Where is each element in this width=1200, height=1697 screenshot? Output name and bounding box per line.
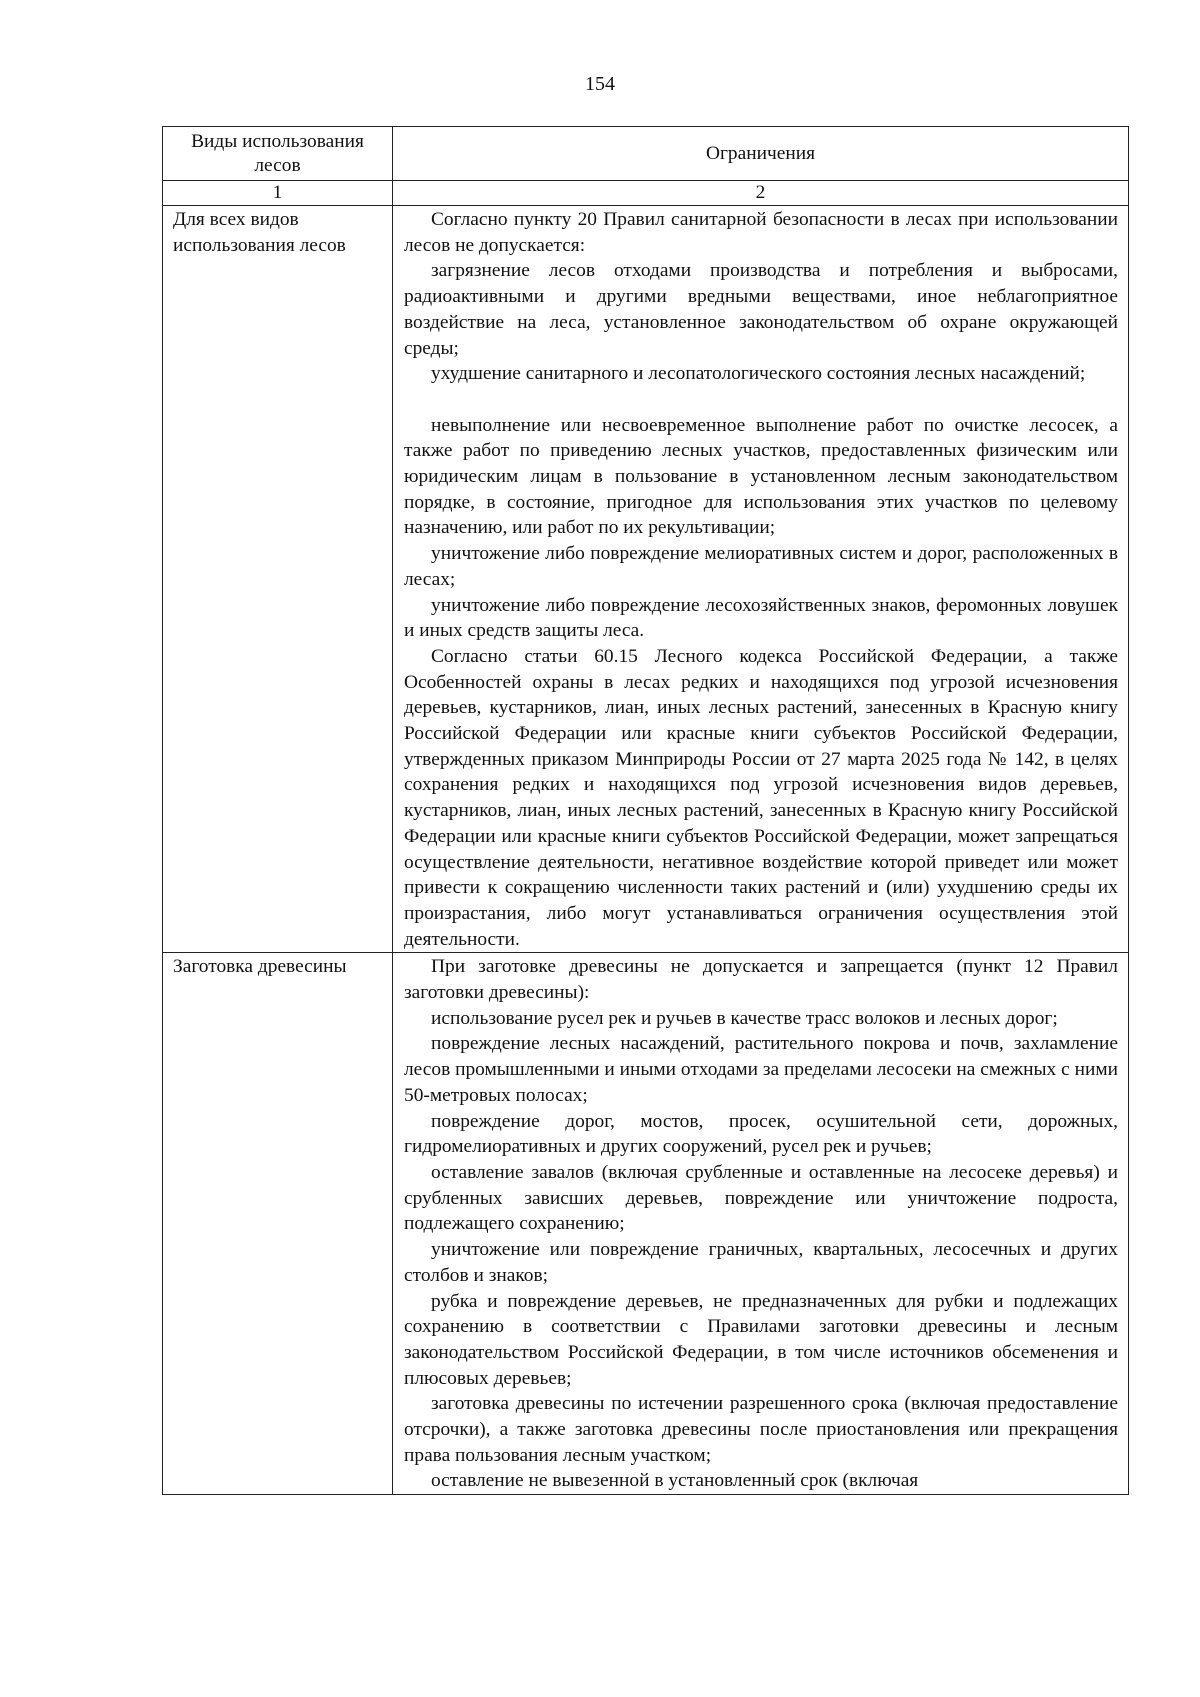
- restriction-paragraph: заготовка древесины по истечении разрешенного срока (включая предоставление отсрочки), а также заготовка древесины после приостановления или прекращения права пользования лесным участком;: [404, 1393, 1118, 1466]
- restrictions-table: [162, 126, 1129, 1495]
- restriction-paragraph: Согласно статьи 60.15 Лесного кодекса Российской Федерации, а также Особенностей охраны в лесах редких и находящихся под угрозой исчезновения деревьев, кустарников, лиан, иных лесных растений, занесенных в Красную книгу Российской Федерации или красные книги субъектов Российской Федерации, утвержденных приказом Минприроды России от 27 марта 2025 года № 142, в целях сохранения редких и находящихся под угрозой исчезновения видов деревьев, кустарников, лиан, иных лесных растений, занесенных в Красную книгу Российской Федерации или красные книги субъектов Российской Федерации, может запрещаться осуществление деятельности, негативное воздействие которой приведет или может привести к сокращению численности таких растений и (или) ухудшению среды их произрастания, либо могут устанавливаться ограничения осуществления этой деятельности.: [404, 645, 1118, 950]
- usage-type-cell: Заготовка древесины: [163, 953, 393, 1495]
- header-usage-types: Виды использования лесов: [163, 127, 393, 181]
- table-row: [163, 953, 1129, 1495]
- restrictions-cell: [393, 953, 1129, 1495]
- restriction-paragraph: При заготовке древесины не допускается и запрещается (пункт 12 Правил заготовки древесины):: [404, 956, 1118, 1004]
- column-number-row: [163, 181, 1129, 206]
- page-number: 154: [585, 73, 615, 95]
- restriction-paragraph: оставление не вывезенной в установленный срок (включая: [431, 1470, 919, 1492]
- restriction-paragraph: повреждение дорог, мостов, просек, осушительной сети, дорожных, гидромелиоративных и других сооружений, русел рек и ручьев;: [404, 1110, 1118, 1158]
- restriction-paragraph: уничтожение или повреждение граничных, квартальных, лесосечных и других столбов и знаков;: [404, 1239, 1118, 1286]
- table-row: [163, 206, 1129, 953]
- restriction-paragraph: уничтожение либо повреждение лесохозяйственных знаков, феромонных ловушек и иных средств защиты леса.: [404, 594, 1118, 642]
- table-header-row: [163, 127, 1129, 181]
- restriction-paragraph: использование русел рек и ручьев в качестве трасс волоков и лесных дорог;: [431, 1007, 1058, 1029]
- usage-type-cell: Для всех видов использования лесов: [163, 206, 393, 953]
- restriction-paragraph: оставление завалов (включая срубленные и оставленные на лесосеке деревья) и срубленных зависших деревьев, повреждение или уничтожение подроста, подлежащего сохранению;: [404, 1162, 1118, 1235]
- header-restrictions: Ограничения: [393, 127, 1129, 181]
- restriction-paragraph: Согласно пункту 20 Правил санитарной безопасности в лесах при использовании лесов не допускается:: [404, 209, 1118, 256]
- restriction-paragraph: невыполнение или несвоевременное выполнение работ по очистке лесосек, а также работ по приведению лесных участков, предоставленных физическим или юридическим лицам в пользование в установленном лесным законодательством порядке, в состояние, пригодное для использования этих участков по целевому назначению, или работ по их рекультивации;: [404, 414, 1118, 539]
- restriction-paragraph: загрязнение лесов отходами производства и потребления и выбросами, радиоактивными и другими вредными веществами, иное неблагоприятное воздействие на леса, установленное законодательством об охране окружающей среды;: [404, 260, 1118, 359]
- column-number-2: 2: [393, 181, 1129, 206]
- restriction-paragraph: уничтожение либо повреждение мелиоративных систем и дорог, расположенных в лесах;: [404, 543, 1118, 590]
- restriction-paragraph: ухудшение санитарного и лесопатологического состояния лесных насаждений;: [431, 363, 1086, 385]
- column-number-1: 1: [163, 181, 393, 206]
- restriction-paragraph: рубка и повреждение деревьев, не предназначенных для рубки и подлежащих сохранению в соответствии с Правилами заготовки древесины и лесным законодательством Российской Федерации, в том числе источников обсеменения и плюсовых деревьев;: [404, 1290, 1118, 1389]
- restriction-paragraph: повреждение лесных насаждений, растительного покрова и почв, захламление лесов промышленными и иными отходами за пределами лесосеки на смежных с ними 50-метровых полосах;: [404, 1033, 1118, 1106]
- restrictions-cell: [393, 206, 1129, 953]
